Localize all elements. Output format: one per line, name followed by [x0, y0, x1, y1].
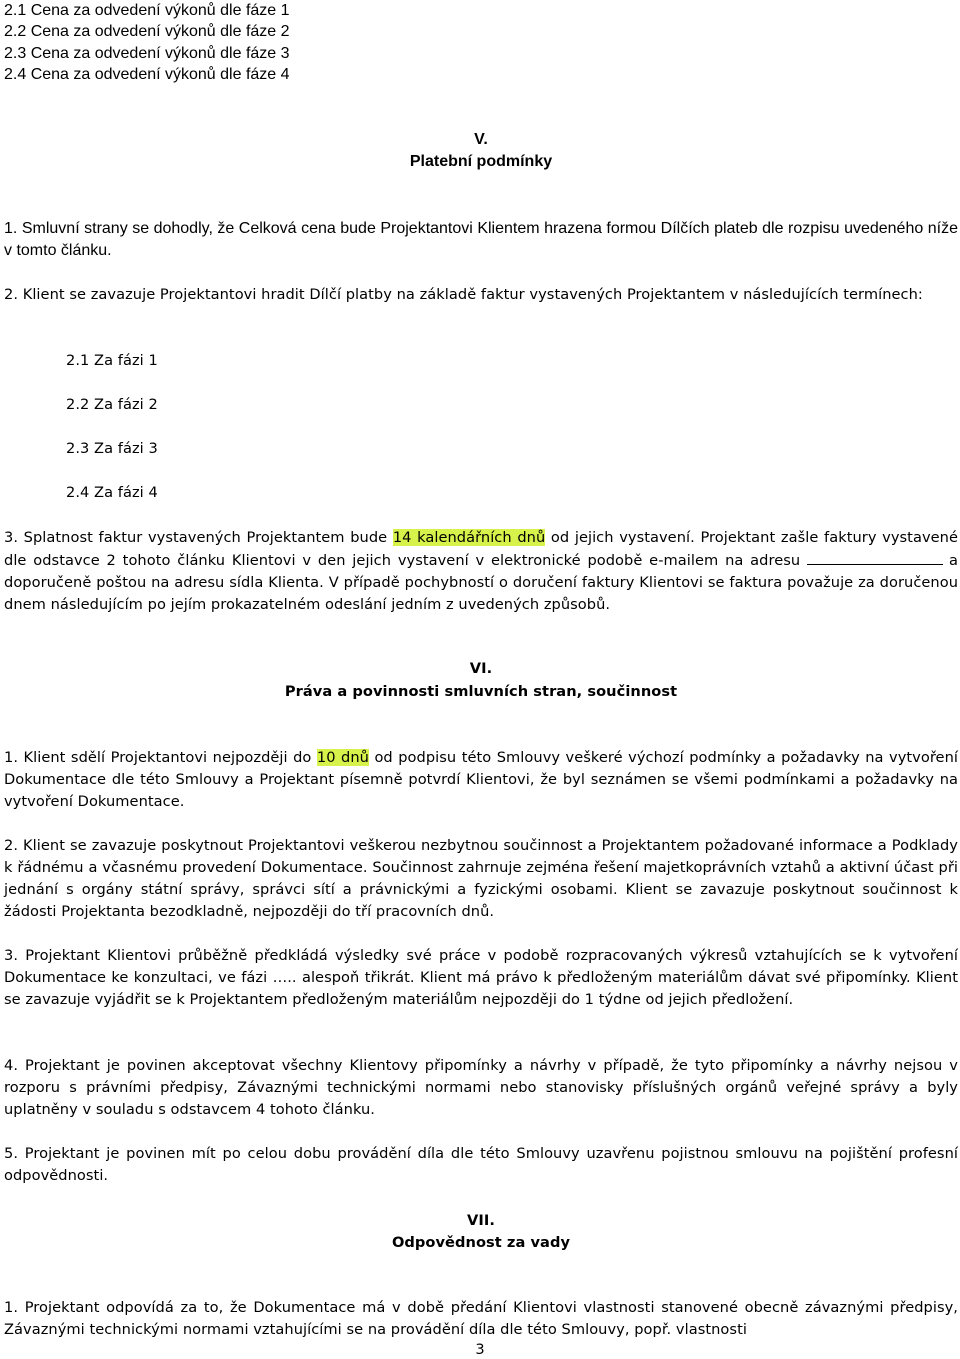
- p3-text-middle: od jejich vystavení. Projektant zašle faktury vystavené dle odstavce 2 tohoto článku Klientovi v den jejich vystavení v elektronické podobě e-mailem na adresu: [4, 529, 958, 569]
- payment-term-1: 2.1 Za fázi 1: [66, 352, 158, 369]
- section-5-paragraph-3: [4, 527, 958, 616]
- due-days-highlight: 14 kalendářních dnů: [392, 529, 546, 546]
- section-5-number: V.: [474, 131, 488, 148]
- s6p1-text-end: od podpisu této Smlouvy veškeré výchozí podmínky a požadavky na vytvoření Dokumentace dle této Smlouvy a Projektant písemně potvrdí Klientovi, že byl seznámen se všemi podmínkami a požadavky na vytvoření Dokumentace.: [4, 749, 958, 810]
- p3-text-start: 3. Splatnost faktur vystavených Projektantem bude: [4, 529, 393, 546]
- page-number: 3: [475, 1341, 485, 1358]
- section-7-title: Odpovědnost za vady: [391, 1234, 571, 1251]
- section-5-paragraph-1: 1. Smluvní strany se dohodly, že Celková cena bude Projektantovi Klientem hrazena formou Dílčích plateb dle rozpisu uvedeného níže v tomto článku.: [4, 220, 958, 259]
- phase-price-item-4: 2.4 Cena za odvedení výkonů dle fáze 4: [4, 66, 290, 83]
- payment-term-3: 2.3 Za fázi 3: [66, 440, 158, 457]
- section-6-paragraph-5: 5. Projektant je povinen mít po celou dobu provádění díla dle této Smlouvy uzavřenu pojistnou smlouvu na pojištění profesní odpovědnosti.: [4, 1145, 958, 1184]
- phase-price-item-3: 2.3 Cena za odvedení výkonů dle fáze 3: [4, 45, 290, 62]
- section-7-number: VII.: [467, 1212, 495, 1229]
- p3-text-end: a doporučeně poštou na adresu sídla Klienta. V případě pochybností o doručení faktury Klientovi se faktura považuje za doručenou dnem následujícím po jejím prokazatelném odeslání jedním z uvedených způsobů.: [4, 552, 958, 613]
- section-5-paragraph-2: 2. Klient se zavazuje Projektantovi hradit Dílčí platby na základě faktur vystavených Projektantem v následujících termínech:: [4, 286, 923, 303]
- email-address-blank: [807, 549, 943, 565]
- phase-price-item-2: 2.2 Cena za odvedení výkonů dle fáze 2: [4, 23, 290, 40]
- section-6-paragraph-2: 2. Klient se zavazuje poskytnout Projektantovi veškerou nezbytnou součinnost a Projektantem požadované informace a Podklady k řádnému a včasnému provedení Dokumentace. Součinnost zahrnuje zejména řešení majetkoprávních vztahů a aktivní účast při jednání s orgány státní správy, správci sítí a právnickými a fyzickými osobami. Klient se zavazuje poskytnout součinnost k žádosti Projektanta bezodkladně, nejpozději do tří pracovních dnů.: [4, 837, 958, 920]
- section-6-paragraph-1: [4, 747, 958, 813]
- deadline-highlight: 10 dnů: [316, 749, 369, 766]
- section-6-title: Práva a povinnosti smluvních stran, součinnost: [284, 683, 678, 700]
- section-6-paragraph-3: 3. Projektant Klientovi průběžně předkládá výsledky své práce v podobě rozpracovaných výkresů vztahujících se k vytvoření Dokumentace ke konzultaci, ve fázi ….. alespoň třikrát. Klient má právo k předloženým materiálům dávat své připomínky. Klient se zavazuje vyjádřit se k Projektantem předloženým materiálům nejpozději do 1 týdne od jejich předložení.: [4, 947, 958, 1008]
- phase-price-item-1: 2.1 Cena za odvedení výkonů dle fáze 1: [4, 2, 290, 19]
- payment-term-4: 2.4 Za fázi 4: [66, 484, 158, 501]
- s6p1-text-start: 1. Klient sdělí Projektantovi nejpozději do: [4, 749, 317, 766]
- payment-term-2: 2.2 Za fázi 2: [66, 396, 158, 413]
- section-5-title: Platební podmínky: [409, 153, 553, 170]
- section-6-paragraph-4: 4. Projektant je povinen akceptovat všechny Klientovy připomínky a návrhy v případě, že tyto připomínky a návrhy nejsou v rozporu s právními předpisy, Závaznými technickými normami nebo stanovisky příslušných orgánů veřejné správy a byly uplatněny v souladu s odstavcem 4 tohoto článku.: [4, 1057, 958, 1118]
- section-7-paragraph-1: 1. Projektant odpovídá za to, že Dokumentace má v době předání Klientovi vlastnosti stanovené obecně závaznými předpisy, Závaznými technickými normami vztahujícími se na provádění díla dle této Smlouvy, popř. vlastnosti: [4, 1299, 958, 1338]
- section-6-number: VI.: [469, 660, 493, 677]
